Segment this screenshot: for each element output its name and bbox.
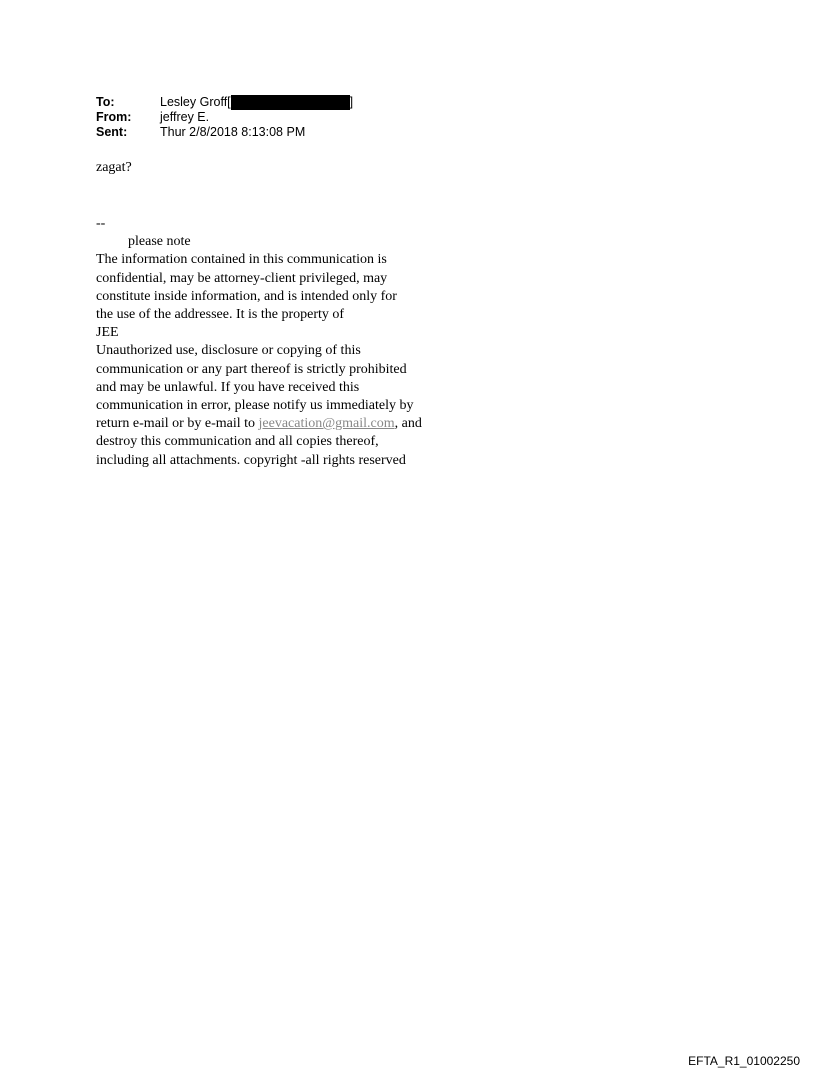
to-row xyxy=(96,95,353,110)
email-link[interactable]: jeevacation@gmail.com xyxy=(258,416,395,432)
to-recipient: Lesley Groff[ xyxy=(160,95,231,109)
return-suffix: , and xyxy=(394,416,422,432)
sent-label: Sent: xyxy=(96,125,128,139)
disclaimer-line: constitute inside information, and is intended only for xyxy=(96,288,397,304)
disclaimer-line: the use of the addressee. It is the property of xyxy=(96,307,345,323)
signature-block xyxy=(96,215,476,470)
to-label: To: xyxy=(96,95,115,109)
email-headers xyxy=(96,95,353,140)
disclaimer-line: The information contained in this communication is xyxy=(96,252,387,268)
return-prefix: return e-mail or by e-mail to xyxy=(96,416,259,432)
disclaimer-line: communication or any part thereof is strictly prohibited xyxy=(96,361,407,377)
to-value xyxy=(160,95,353,110)
disclaimer-line: Unauthorized use, disclosure or copying of this xyxy=(96,343,361,359)
signature-note: please note xyxy=(128,234,191,250)
disclaimer-line: and may be unlawful. If you have received this xyxy=(96,379,360,395)
disclaimer-line: JEE xyxy=(96,325,119,341)
disclaimer-line: destroy this communication and all copies thereof, xyxy=(96,434,379,450)
disclaimer-line: including all attachments. copyright -all rights reserved xyxy=(96,452,406,468)
sent-row xyxy=(96,125,353,140)
redaction-box xyxy=(231,95,350,110)
sent-value: Thur 2/8/2018 8:13:08 PM xyxy=(160,125,306,139)
from-row xyxy=(96,110,353,125)
document-id: EFTA_R1_01002250 xyxy=(688,1054,800,1068)
message-body: zagat? xyxy=(96,160,132,175)
from-value: jeffrey E. xyxy=(160,110,210,124)
disclaimer-line: communication in error, please notify us immediately by xyxy=(96,398,414,414)
to-close-bracket: ] xyxy=(349,95,354,109)
from-label: From: xyxy=(96,110,132,124)
disclaimer-line: confidential, may be attorney-client privileged, may xyxy=(96,270,388,286)
signature-separator: -- xyxy=(96,216,106,231)
disclaimer-return-line xyxy=(96,415,476,433)
